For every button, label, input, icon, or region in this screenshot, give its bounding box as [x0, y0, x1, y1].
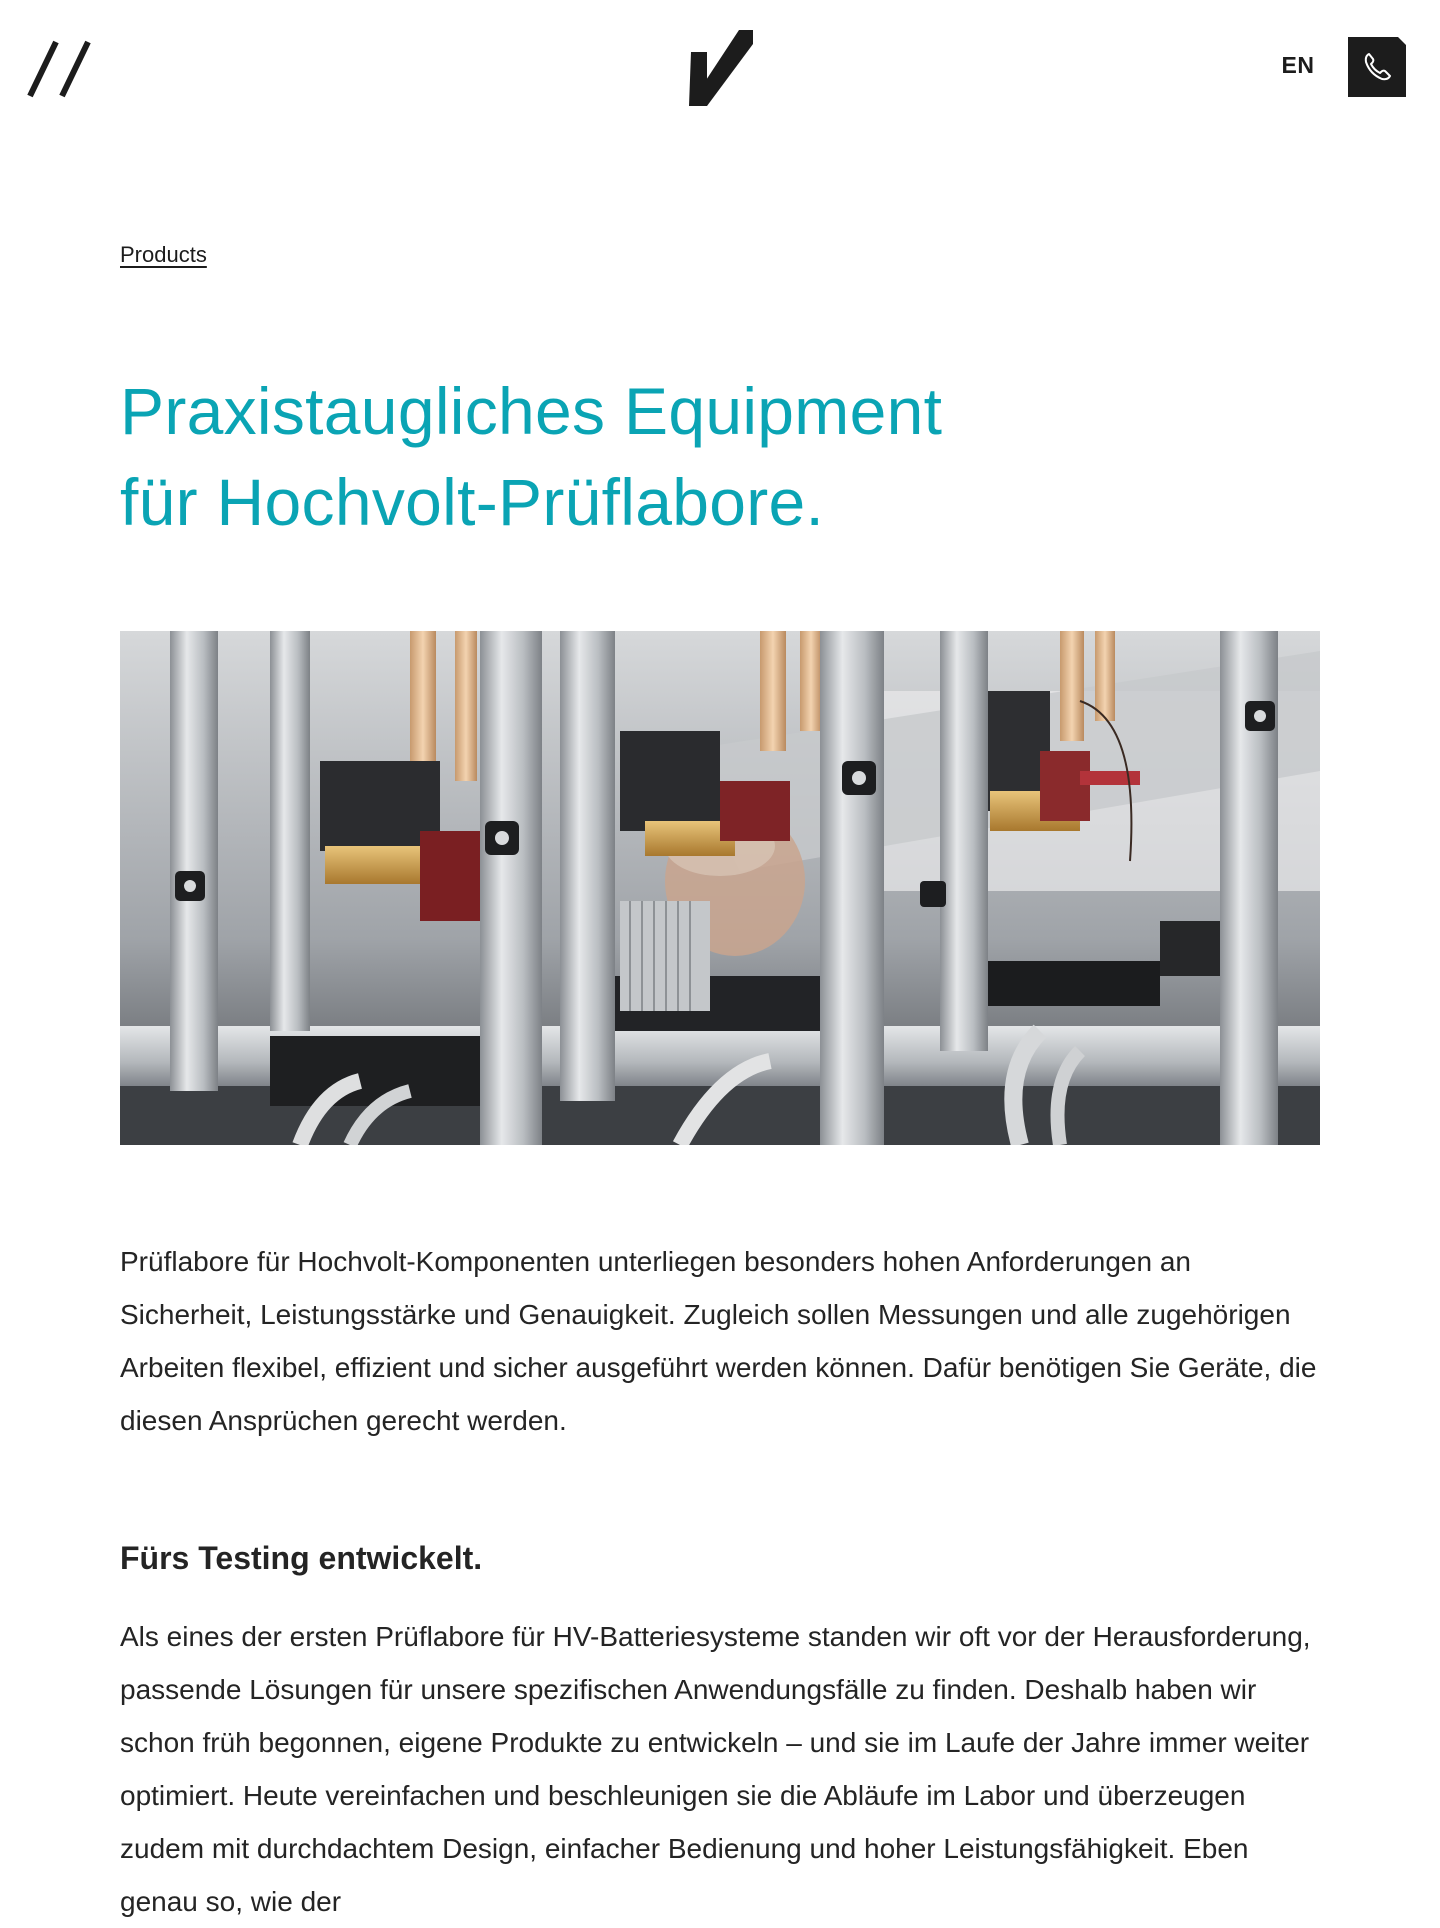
breadcrumb-products-link[interactable]: Products	[120, 242, 207, 267]
phone-button-graphic	[1348, 37, 1406, 97]
test-rig-illustration	[120, 631, 1320, 1145]
body-paragraph: Als eines der ersten Prüflabore für HV-Batteriesysteme standen wir oft vor der Herausforderung, passende Lösungen für unsere spezifischen Anwendungsfälle zu finden. Deshalb haben wir schon früh begonnen, eigene Produkte zu entwickeln – und sie im Laufe der Jahre immer weiter optimiert. Heute vereinfachen und beschleunigen sie die Abläufe im Labor und überzeugen zudem mit durchdachtem Design, einfacher Bedienung und hoher Leistungsfähigkeit. Eben genau so, wie der	[120, 1621, 1311, 1917]
hero-image-test-rig	[120, 631, 1320, 1145]
page-title-line-1: Praxistaugliches Equipment	[120, 374, 943, 448]
brand-v-logo-icon[interactable]	[689, 30, 753, 106]
menu-icon-graphic	[26, 36, 98, 104]
section-heading-testing: Fürs Testing entwickelt.	[120, 1540, 483, 1576]
page-title-line-2: für Hochvolt-Prüflabore.	[120, 465, 825, 539]
page-title	[120, 366, 1220, 548]
logo-graphic	[689, 30, 753, 106]
double-slash-menu-icon[interactable]	[26, 36, 98, 104]
language-switch-en[interactable]: EN	[1281, 52, 1315, 78]
intro-paragraph: Prüflabore für Hochvolt-Komponenten unterliegen besonders hohen Anforderungen an Sicherheit, Leistungsstärke und Genauigkeit. Zugleich sollen Messungen und alle zugehörigen Arbeiten flexibel, effizient und sicher ausgeführt werden können. Dafür benötigen Sie Geräte, die diesen Ansprüchen gerecht werden.	[120, 1246, 1317, 1436]
phone-icon[interactable]	[1348, 37, 1406, 97]
site-header	[0, 0, 1440, 140]
